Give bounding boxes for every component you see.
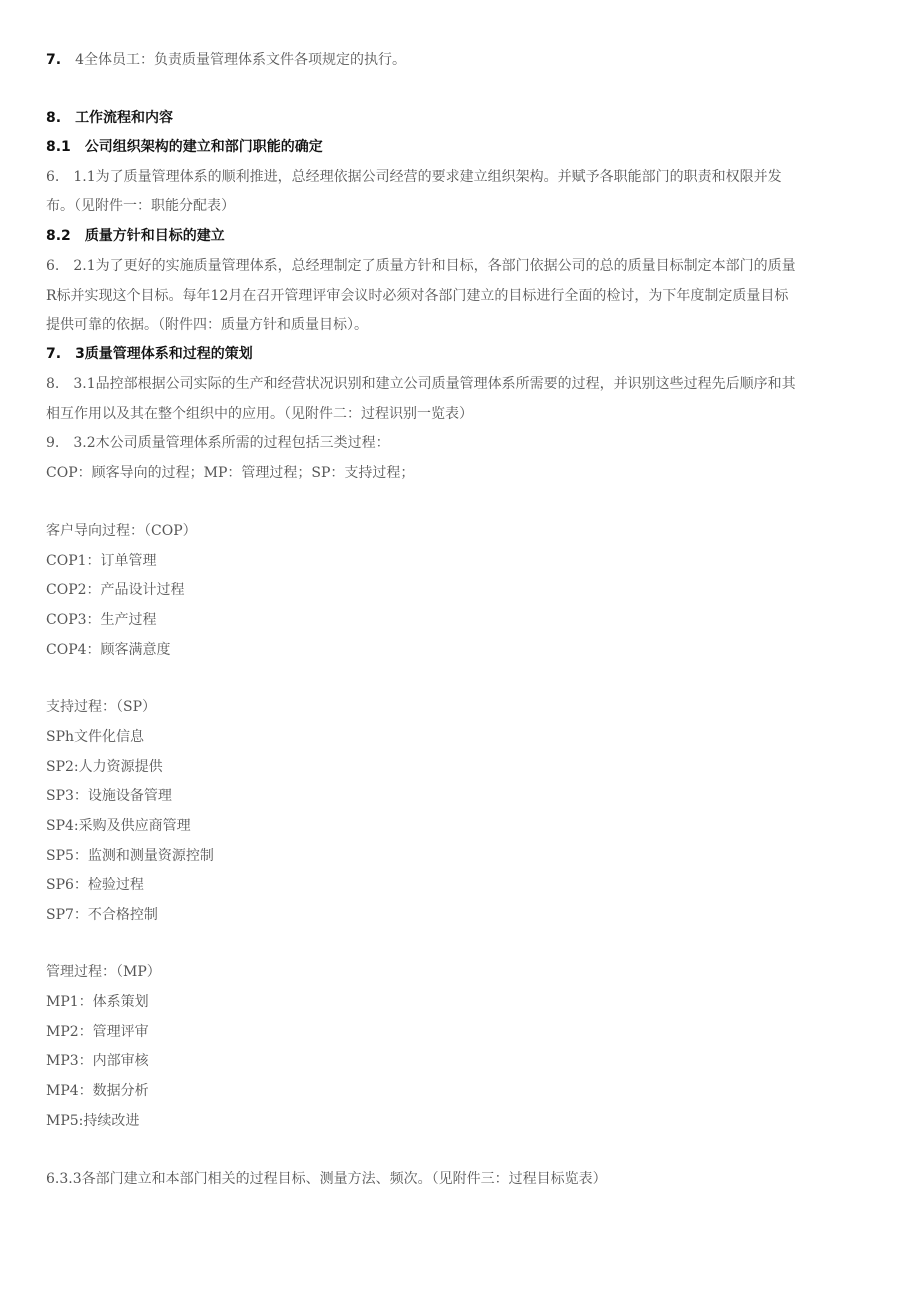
mp-heading: 管理过程：（MP） [46,964,161,980]
section-7-4 [46,50,406,70]
sp-item: SP3：设施设备管理 [46,788,172,804]
sp-item: SP2:人力资源提供 [46,759,163,775]
paragraph-process-line2: COP：顾客导向的过程；MP：管理过程；SP：支持过程； [46,465,415,481]
mp-item: MP5:持续改进 [46,1113,140,1129]
sp-item: SPh文件化信息 [46,729,145,745]
paragraph-text: 3.1品控部根据公司实际的生产和经营状况识别和建立公司质量管理体系所需要的过程，并识别这些过程先后顺序和其 [73,376,796,392]
mp-item: MP1：体系策划 [46,994,149,1010]
paragraph-policy-line2: R标并实现这个目标。每年12月在召开管理评审会议时必须对各部门建立的目标进行全面的检讨，为下年度制定质量目标 [46,288,789,304]
sp-item: SP4:采购及供应商管理 [46,818,191,834]
paragraph-policy-line3: 提供可靠的依据。（附件四：质量方针和质量目标）。 [46,317,368,333]
paragraph-org-line2: 布。（见附件一：职能分配表） [46,198,235,214]
paragraph-text: 3.2木公司质量管理体系所需的过程包括三类过程： [73,435,390,451]
paragraph-process-line1 [46,433,390,453]
mp-item: MP3：内部审核 [46,1053,149,1069]
section-7-3-heading [46,344,253,364]
paragraph-policy-line1 [46,256,796,276]
cop-item: COP2：产品设计过程 [46,582,185,598]
paragraph-text: 2.1为了更好的实施质量管理体系，总经理制定了质量方针和目标，各部门依据公司的总的质量目标制定本部门的质量 [73,258,796,274]
sp-item: SP6：检验过程 [46,877,144,893]
cop-item: COP4：顾客满意度 [46,642,171,658]
section-number: 8.2 [46,228,71,244]
section-8-1-heading [46,137,323,157]
sp-heading: 支持过程：（SP） [46,699,157,715]
paragraph-text: 1.1为了质量管理体系的顺利推进，总经理依据公司经营的要求建立组织架构。并赋予各职能部门的职责和权限并发 [73,169,782,185]
mp-item: MP2：管理评审 [46,1024,149,1040]
cop-heading: 客户导向过程：（COP） [46,523,197,539]
section-title: 3质量管理体系和过程的策划 [75,346,253,362]
paragraph-number: 8. [46,376,60,392]
section-title: 公司组织架构的建立和部门职能的确定 [84,139,323,155]
section-number: 8.1 [46,139,71,155]
section-title: 工作流程和内容 [75,110,174,126]
section-number: 7. [46,52,62,68]
paragraph-org-line1 [46,167,782,187]
section-8-heading [46,108,173,128]
cop-item: COP1：订单管理 [46,553,157,569]
mp-item: MP4：数据分析 [46,1083,149,1099]
sp-item: SP5：监测和测量资源控制 [46,848,214,864]
cop-item: COP3：生产过程 [46,612,157,628]
paragraph-number: 6. [46,169,60,185]
section-title: 质量方针和目标的建立 [84,228,225,244]
paragraph-number: 9. [46,435,60,451]
paragraph-planning-line1 [46,374,796,394]
sp-item: SP7：不合格控制 [46,907,158,923]
section-number: 7. [46,346,62,362]
section-text: 4全体员工：负责质量管理体系文件各项规定的执行。 [75,52,406,68]
section-number: 8. [46,110,62,126]
section-8-2-heading [46,226,225,246]
paragraph-number: 6. [46,258,60,274]
paragraph-planning-line2: 相互作用以及其在整个组织中的应用。（见附件二：过程识别一览表） [46,406,473,422]
paragraph-process-targets: 6.3.3各部门建立和本部门相关的过程目标、测量方法、频次。（见附件三：过程目标览表） [46,1171,607,1187]
